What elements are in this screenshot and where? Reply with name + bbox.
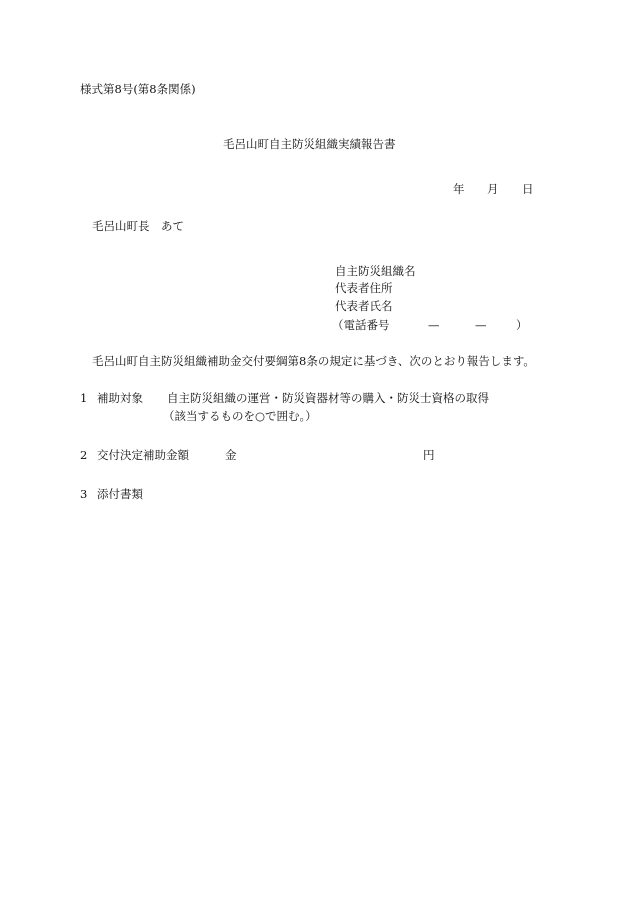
item-1-note: （該当するものを○で囲む。） [163, 409, 317, 423]
item-1-value: 自主防災組織の運営・防災資器材等の購入・防災士資格の取得 [167, 391, 489, 405]
date-year: 年 [453, 182, 465, 196]
item-3-label: 添付書類 [97, 487, 143, 501]
page-title: 毛呂山町自主防災組織実績報告書 [223, 137, 396, 151]
phone-dash-2: — [475, 318, 487, 332]
item-1-label: 補助対象 [97, 391, 143, 405]
phone-dash-1: — [428, 318, 440, 332]
rep-address-label: 代表者住所 [335, 281, 393, 295]
amount-prefix: 金 [225, 448, 237, 462]
phone-close: ） [516, 318, 528, 332]
date-day: 日 [522, 182, 534, 196]
item-3-number: 3 [80, 487, 88, 501]
item-2-label: 交付決定補助金額 [97, 448, 189, 462]
intro-text: 毛呂山町自主防災組織補助金交付要綱第8条の規定に基づき、次のとおり報告します。 [92, 354, 535, 368]
item-1-number: 1 [80, 391, 88, 405]
rep-name-label: 代表者氏名 [335, 299, 393, 313]
org-name-label: 自主防災組織名 [335, 264, 416, 278]
item-2-number: 2 [80, 448, 88, 462]
addressee: 毛呂山町長 あて [92, 219, 184, 233]
form-number: 様式第8号(第8条関係) [80, 82, 196, 96]
amount-suffix: 円 [423, 448, 435, 462]
date-month: 月 [487, 182, 499, 196]
phone-label: （電話番号 [332, 318, 390, 332]
